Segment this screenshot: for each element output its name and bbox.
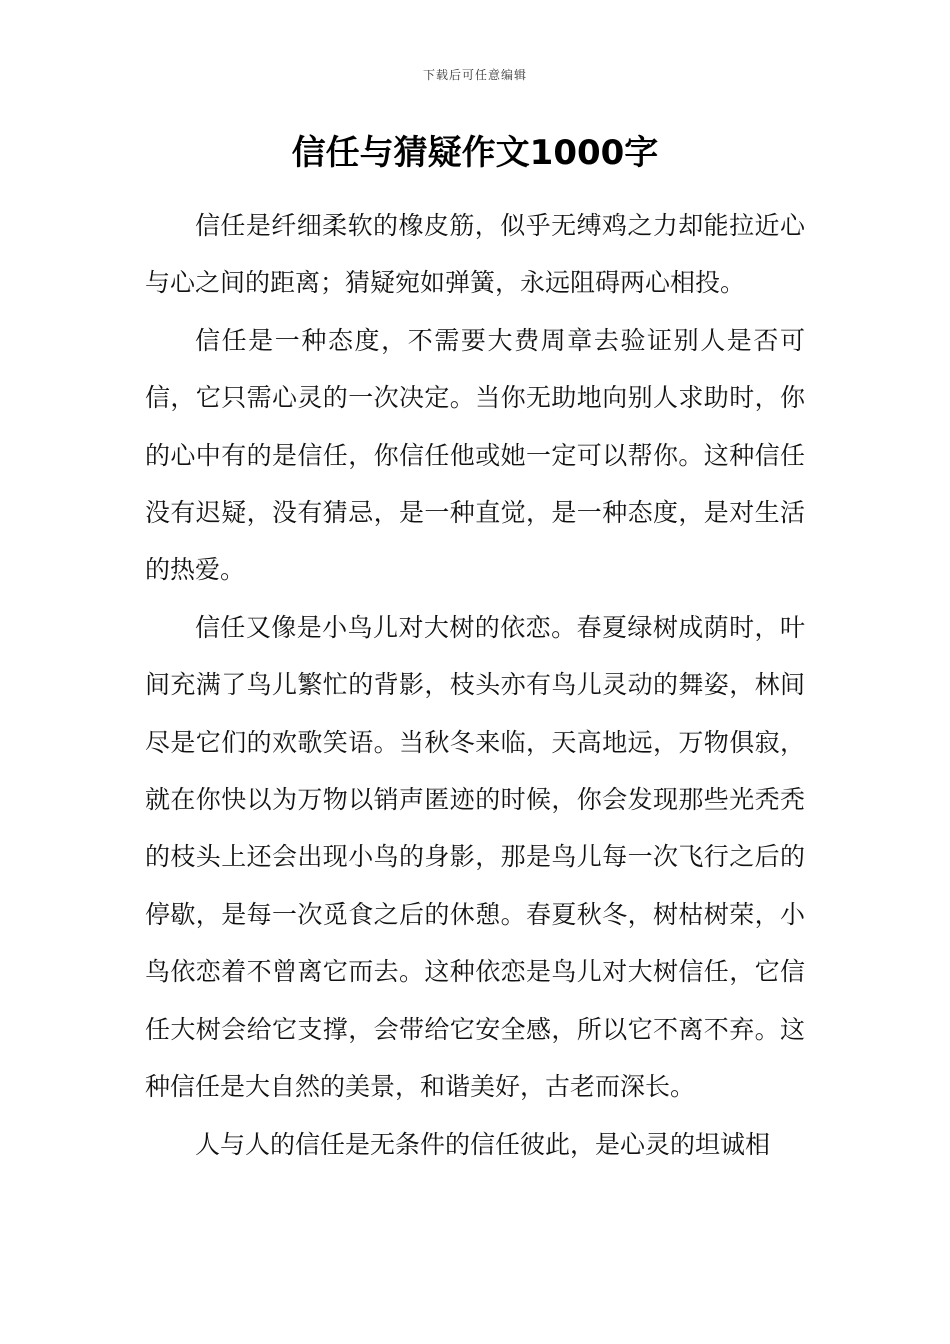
header-note: 下载后可任意编辑 [422,68,527,82]
page-title: 信任与猜疑作文1000字 [291,133,659,173]
paragraph-3: 信任又像是小鸟儿对大树的依恋。春夏绿树成荫时，叶间充满了鸟儿繁忙的背影，枝头亦有鸟儿灵动的舞姿，林间尽是它们的欢歌笑语。当秋冬来临，天高地远，万物俱寂，就在你快以为万物以销声匿迹的时候，你会发现那些光秃秃的枝头上还会出现小鸟的身影，那是鸟儿每一次飞行之后的停歇，是每一次觅食之后的休憩。春夏秋冬，树枯树荣，小鸟依恋着不曾离它而去。这种依恋是鸟儿对大树信任，它信任大树会给它支撑，会带给它安全感，所以它不离不弃。这种信任是大自然的美景，和谐美好，古老而深长。 [145,612,805,1102]
paragraph-2: 信任是一种态度，不需要大费周章去验证别人是否可信，它只需心灵的一次决定。当你无助地向别人求助时，你的心中有的是信任，你信任他或她一定可以帮你。这种信任没有迟疑，没有猜忌，是一种直觉，是一种态度，是对生活的热爱。 [145,325,805,585]
article-body [145,197,805,1173]
paragraph-4: 人与人的信任是无条件的信任彼此，是心灵的坦诚相 [195,1129,771,1159]
paragraph-1: 信任是纤细柔软的橡皮筋，似乎无缚鸡之力却能拉近心与心之间的距离；猜疑宛如弹簧，永远阻碍两心相投。 [145,211,805,298]
